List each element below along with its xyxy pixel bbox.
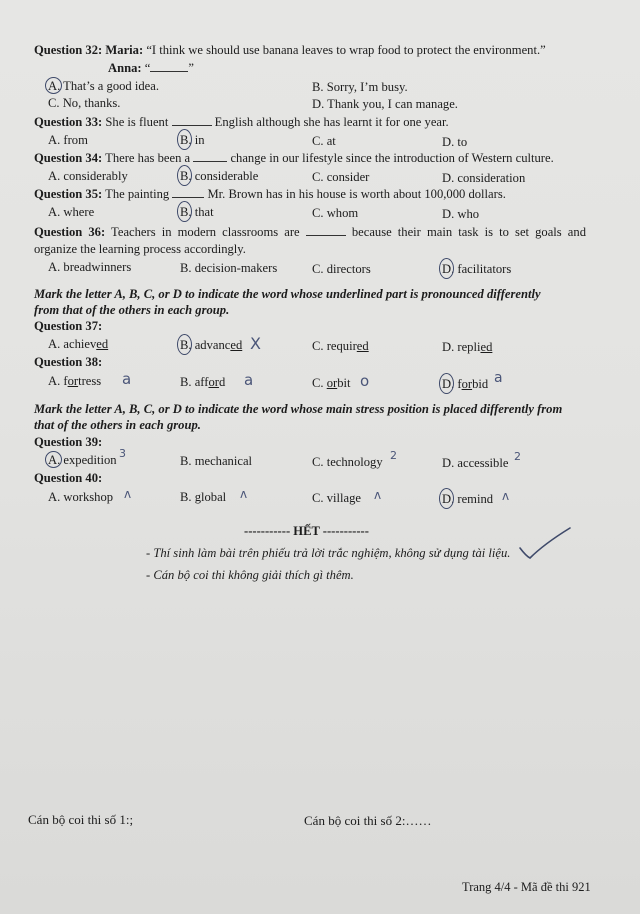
- q32-speaker-anna: Anna:: [108, 61, 142, 75]
- circle-mark: [439, 373, 454, 394]
- q37-option-d[interactable]: D. replied: [442, 340, 493, 354]
- instruction-pronunciation-cont: from that of the others in each group.: [34, 303, 230, 317]
- q39-label: Question 39:: [34, 435, 103, 449]
- circle-mark: [439, 488, 454, 509]
- q36-stem: Question 36: Teachers in modern classrooms are because their main task is to set goals and: [34, 225, 586, 239]
- answer-blank: [193, 150, 227, 162]
- circle-mark: [177, 334, 192, 355]
- proctor-1: Cán bộ coi thi số 1:;: [28, 812, 134, 827]
- q34-option-d[interactable]: D. consideration: [442, 171, 526, 185]
- q40-option-d[interactable]: D. remind: [442, 491, 493, 507]
- circle-mark: [177, 129, 192, 150]
- answer-blank: [172, 114, 212, 126]
- q38-option-a[interactable]: A. fortress: [48, 374, 102, 388]
- handwritten-mark: ʌ: [502, 489, 510, 503]
- q33-stem: Question 33: She is fluent English although she has learnt it for one year.: [34, 115, 449, 129]
- instruction-stress: Mark the letter A, B, C, or D to indicate the word whose main stress position is placed differently from: [34, 402, 563, 416]
- end-marker: ----------- HẾT -----------: [244, 524, 369, 538]
- handwritten-mark: ʌ: [124, 487, 132, 501]
- q32-speaker-maria: Maria:: [105, 43, 144, 57]
- q32-label: Question 32:: [34, 43, 103, 57]
- q35-stem: Question 35: The painting Mr. Brown has in his house is worth about 100,000 dollars.: [34, 187, 506, 201]
- instruction-pronunciation: Mark the letter A, B, C, or D to indicate the word whose underlined part is pronounced differently: [34, 287, 541, 301]
- q40-label: Question 40:: [34, 471, 103, 485]
- handwritten-mark: o: [360, 372, 370, 390]
- q34-option-c[interactable]: C. consider: [312, 170, 370, 184]
- q40-option-c[interactable]: C. village: [312, 491, 361, 505]
- note-no-explanation: - Cán bộ coi thi không giải thích gì thêm.: [146, 568, 354, 582]
- circle-mark: [45, 451, 62, 468]
- q37-option-a[interactable]: A. achieved: [48, 337, 109, 351]
- q33-option-d[interactable]: D. to: [442, 135, 468, 149]
- q38-option-d[interactable]: D. forbid: [442, 376, 488, 392]
- circle-mark: [177, 165, 192, 186]
- q34-option-a[interactable]: A. considerably: [48, 169, 128, 183]
- answer-blank: [150, 60, 188, 72]
- q35-option-c[interactable]: C. whom: [312, 206, 359, 220]
- page-footer: Trang 4/4 - Mã đề thi 921: [462, 880, 591, 894]
- q32-option-d[interactable]: D. Thank you, I can manage.: [312, 97, 458, 111]
- q33-option-b[interactable]: B. in: [180, 132, 205, 148]
- q33-option-c[interactable]: C. at: [312, 134, 336, 148]
- circle-mark: [439, 258, 454, 279]
- q36-option-a[interactable]: A. breadwinners: [48, 260, 132, 274]
- q36-option-b[interactable]: B. decision-makers: [180, 261, 278, 275]
- handwritten-mark: ʌ: [374, 488, 382, 502]
- checkmark-icon: [518, 524, 574, 562]
- handwritten-mark: 3: [119, 447, 126, 460]
- handwritten-x-mark: X: [250, 334, 261, 353]
- q37-option-c[interactable]: C. required: [312, 339, 369, 353]
- q32-option-c[interactable]: C. No, thanks.: [48, 96, 121, 110]
- q40-option-a[interactable]: A. workshop: [48, 490, 114, 504]
- q38-option-b[interactable]: B. afford: [180, 375, 226, 389]
- q39-option-a[interactable]: A. expedition: [48, 452, 117, 468]
- q36-option-c[interactable]: C. directors: [312, 262, 371, 276]
- q39-option-b[interactable]: B. mechanical: [180, 454, 253, 468]
- circle-mark: [177, 201, 192, 222]
- handwritten-mark: a: [494, 370, 503, 386]
- q37-option-b[interactable]: B. advanced: [180, 337, 242, 353]
- q38-label: Question 38:: [34, 355, 103, 369]
- q35-option-b[interactable]: B. that: [180, 204, 214, 220]
- answer-blank: [172, 186, 204, 198]
- q33-option-a[interactable]: A. from: [48, 133, 88, 147]
- q40-option-b[interactable]: B. global: [180, 490, 227, 504]
- note-answer-sheet: - Thí sinh làm bài trên phiếu trả lời trắc nghiệm, không sử dụng tài liệu.: [146, 546, 511, 560]
- q32-reply: Anna: “ ”: [108, 61, 194, 75]
- q34-option-b[interactable]: B. considerable: [180, 168, 258, 184]
- q32-text: “I think we should use banana leaves to wrap food to protect the environment.”: [146, 43, 546, 57]
- q36-stem-cont: organize the learning process accordingly.: [34, 242, 246, 256]
- q32-option-a[interactable]: A. That’s a good idea.: [48, 78, 159, 94]
- q35-option-d[interactable]: D. who: [442, 207, 480, 221]
- q32-option-b[interactable]: B. Sorry, I’m busy.: [312, 80, 408, 94]
- handwritten-mark: a: [122, 370, 132, 388]
- q36-option-d[interactable]: D. facilitators: [442, 261, 511, 277]
- handwritten-mark: a: [244, 371, 254, 389]
- q37-label: Question 37:: [34, 319, 103, 333]
- handwritten-mark: ʌ: [240, 487, 248, 501]
- answer-blank: [306, 224, 346, 236]
- handwritten-mark: 2: [514, 450, 521, 463]
- q35-option-a[interactable]: A. where: [48, 205, 95, 219]
- circle-mark: [45, 77, 62, 94]
- q39-option-d[interactable]: D. accessible: [442, 456, 509, 470]
- handwritten-mark: 2: [390, 449, 397, 462]
- instruction-stress-cont: that of the others in each group.: [34, 418, 201, 432]
- q38-option-c[interactable]: C. orbit: [312, 376, 351, 390]
- proctor-2: Cán bộ coi thi số 2:……: [304, 813, 432, 828]
- q32-stem: [34, 42, 546, 58]
- q34-stem: Question 34: There has been a change in our lifestyle since the introduction of Western culture.: [34, 151, 554, 165]
- q39-option-c[interactable]: C. technology: [312, 455, 383, 469]
